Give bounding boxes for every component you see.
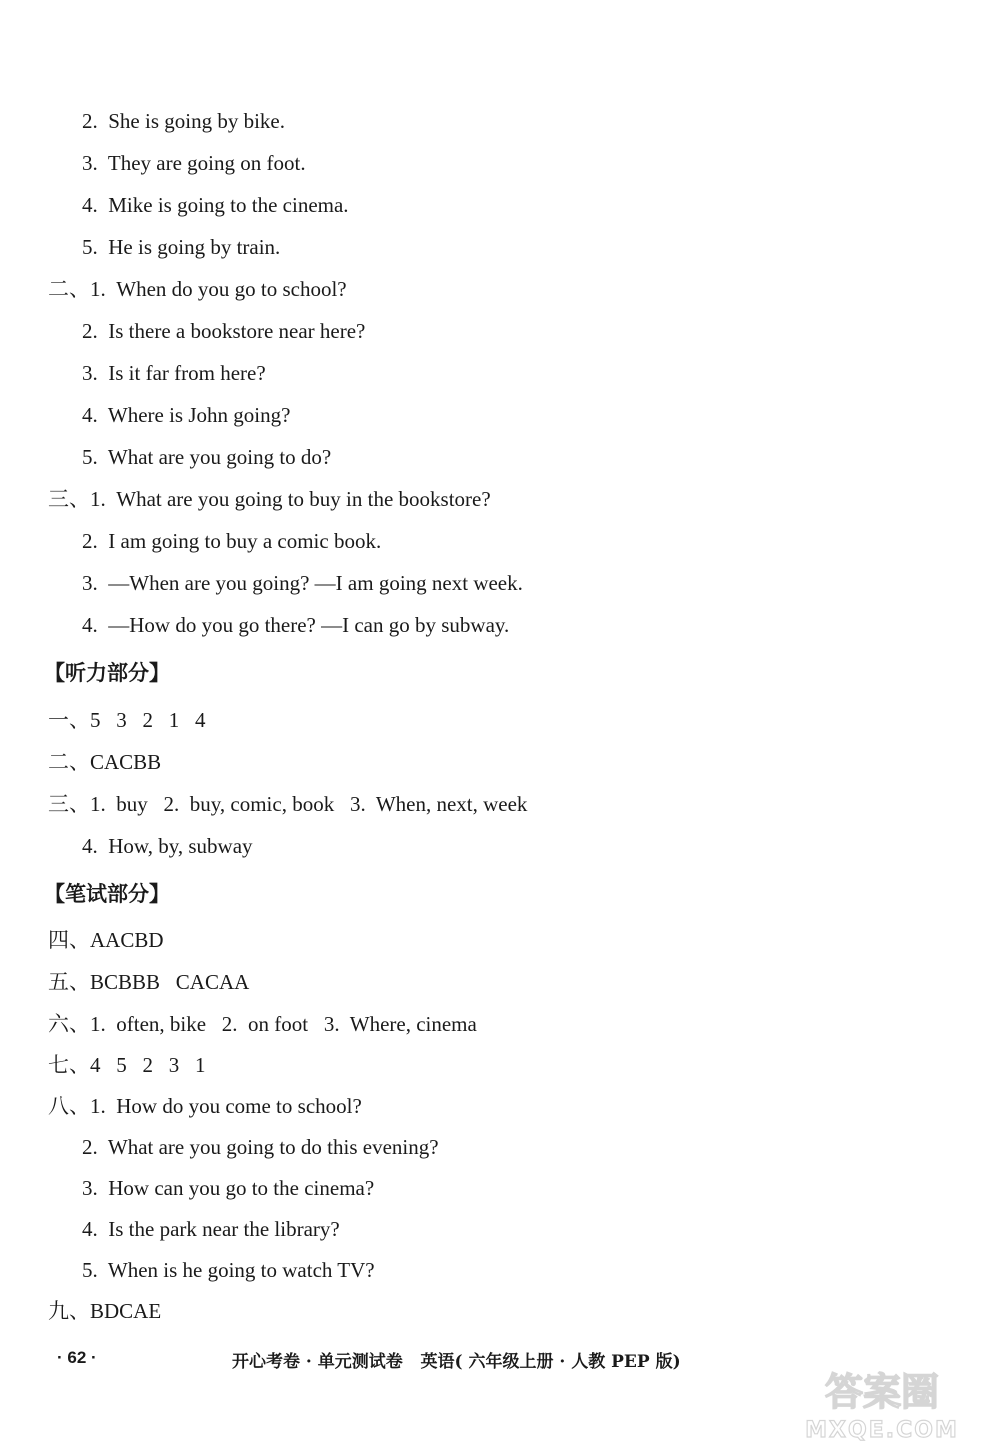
answer-line: 八、1. How do you come to school? [48, 1094, 362, 1118]
answer-line: 五、BCBBB CACAA [48, 970, 250, 994]
answer-line: 四、AACBD [48, 928, 164, 952]
section-heading-listening: 【听力部分】 [44, 661, 170, 685]
answer-line: 三、1. What are you going to buy in the bookstore? [48, 487, 491, 511]
answer-line: 三、1. buy 2. buy, comic, book 3. When, next, week [48, 792, 528, 816]
answer-line: 一、5 3 2 1 4 [48, 708, 206, 732]
answer-line: 九、BDCAE [48, 1299, 162, 1323]
answer-line: 二、1. When do you go to school? [48, 277, 347, 301]
watermark-text-top: 答案圈 [824, 1370, 940, 1414]
answer-line: 5. What are you going to do? [82, 445, 332, 469]
answer-line: 二、CACBB [48, 750, 162, 774]
answer-line: 3. How can you go to the cinema? [82, 1176, 375, 1200]
answer-line: 4. Mike is going to the cinema. [82, 193, 349, 217]
answer-line: 4. Is the park near the library? [82, 1217, 340, 1241]
answer-line: 2. Is there a bookstore near here? [82, 319, 366, 343]
answer-line: 2. I am going to buy a comic book. [82, 529, 382, 553]
watermark-logo [782, 1365, 982, 1445]
answer-line: 六、1. often, bike 2. on foot 3. Where, cinema [48, 1012, 477, 1036]
watermark-text-bottom: MXQE.COM [805, 1418, 959, 1443]
answer-line: 3. They are going on foot. [82, 151, 306, 175]
page-number: · 62 · [57, 1348, 97, 1367]
answer-line: 2. She is going by bike. [82, 109, 285, 133]
answer-line: 2. What are you going to do this evening? [82, 1135, 439, 1159]
section-heading-written: 【笔试部分】 [44, 882, 170, 906]
answer-line: 5. He is going by train. [82, 235, 281, 259]
answer-line: 4. —How do you go there? —I can go by subway. [82, 613, 510, 637]
answer-line: 4. How, by, subway [82, 834, 253, 858]
answer-line: 3. Is it far from here? [82, 361, 266, 385]
answer-line: 5. When is he going to watch TV? [82, 1258, 375, 1282]
answer-line: 七、4 5 2 3 1 [48, 1053, 206, 1077]
footer-title: 开心考卷 · 单元测试卷 英语( 六年级上册 · 人教 PEP 版) [232, 1352, 681, 1372]
answer-line: 3. —When are you going? —I am going next week. [82, 571, 523, 595]
answer-line: 4. Where is John going? [82, 403, 291, 427]
